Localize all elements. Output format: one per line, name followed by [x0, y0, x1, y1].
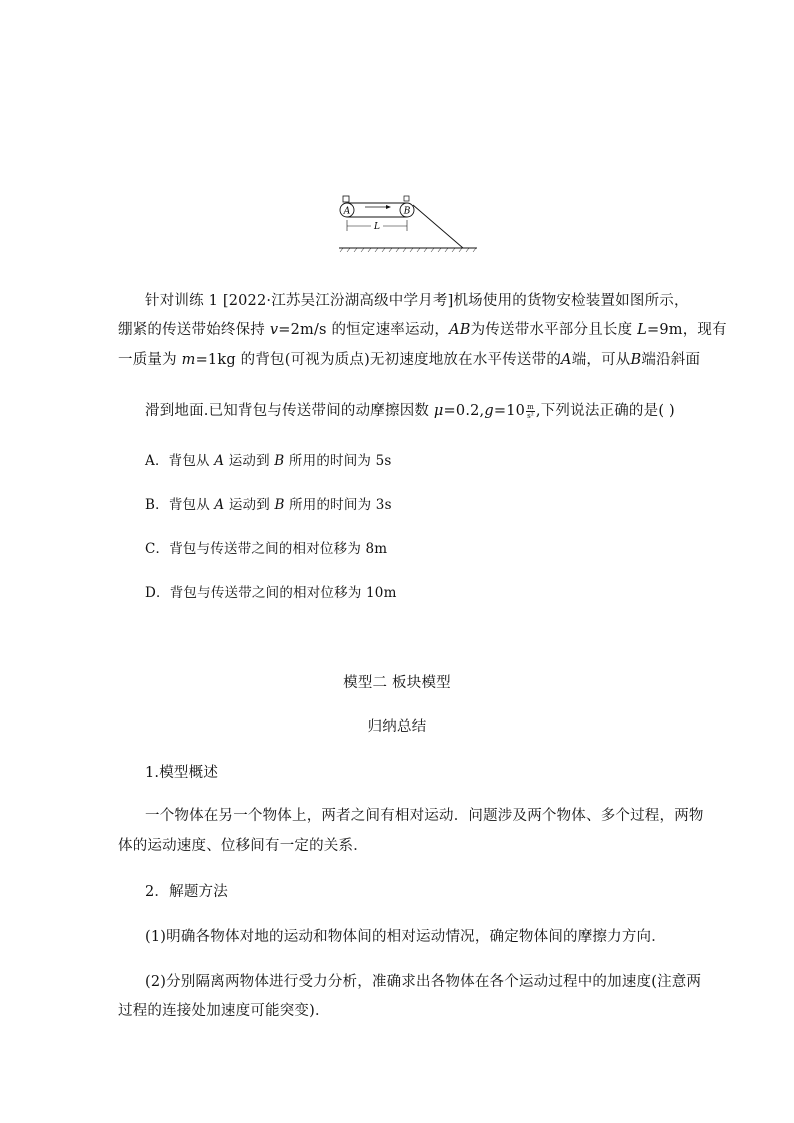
symbol-m: m: [181, 352, 196, 368]
option-text: 运动到: [224, 497, 275, 513]
option-d[interactable]: [145, 582, 705, 604]
symbol-mu: μ: [433, 403, 444, 419]
text-segment: 为传送带水平部分且长度: [470, 322, 638, 338]
paragraph-3-line-1: (2)分别隔离两物体进行受力分析，准确求出各物体在各个运动过程中的加速度(注意两: [145, 974, 702, 990]
conveyor-belt-figure: [335, 193, 485, 253]
symbol-a: A: [214, 497, 225, 513]
option-text: 运动到: [224, 453, 275, 469]
symbol-v: v: [269, 322, 279, 338]
option-text: 所用的时间为 3s: [284, 497, 392, 513]
heading-model-overview: 1.模型概述: [145, 765, 219, 781]
problem-line-4: [145, 400, 705, 422]
text-segment: =0.2,: [443, 403, 485, 419]
option-c[interactable]: [145, 538, 705, 560]
option-b[interactable]: [145, 494, 705, 516]
text-segment: 一质量为: [118, 352, 182, 368]
option-text: D．背包与传送带之间的相对位移为 10m: [145, 585, 397, 601]
paragraph-2: (1)明确各物体对地的运动和物体间的相对运动情况，确定物体间的摩擦力方向．: [145, 929, 666, 945]
text-segment: 端，可从: [571, 352, 631, 368]
ground-hatching: [340, 248, 476, 252]
text-segment: 绷紧的传送带始终保持: [118, 322, 270, 338]
fraction-denominator: s²: [527, 411, 534, 420]
text-segment: ,下列说法正确的是( ): [535, 403, 675, 419]
symbol-b: B: [274, 497, 285, 513]
backpack-box-b: [404, 196, 409, 201]
paragraph-1-line-1: 一个物体在另一个物体上，两者之间有相对运动．问题涉及两个物体、多个过程，两物: [145, 808, 704, 824]
paragraph-1-line-2: 体的运动速度、位移间有一定的关系．: [118, 838, 368, 854]
symbol-a: A: [214, 453, 225, 469]
problem-line-1: [145, 290, 705, 312]
symbol-g: g: [484, 403, 494, 419]
symbol-ab: AB: [449, 322, 471, 338]
backpack-box: [343, 196, 349, 202]
fraction-numerator: m: [527, 402, 534, 411]
text-segment: =2m/s 的恒定速率运动，: [278, 322, 450, 338]
paragraph-3-line-2: 过程的连接处加速度可能突变)．: [118, 1003, 330, 1019]
velocity-arrowhead: [386, 205, 391, 209]
symbol-b: B: [274, 453, 285, 469]
symbol-b: B: [630, 352, 642, 368]
problem-line-3: [118, 349, 701, 371]
problem-head: 针对训练 1 [2022·江苏吴江汾湖高级中学月考]机场使用的货物安检装置如图所示，: [145, 293, 689, 309]
incline: [413, 205, 463, 248]
problem-line-2: [118, 319, 727, 341]
text-segment: =10: [493, 403, 526, 419]
text-segment: =1kg 的背包(可视为质点)无初速度地放在水平传送带的: [195, 352, 562, 368]
section-subtitle: 归纳总结: [367, 719, 427, 735]
section-title: 模型二 板块模型: [343, 675, 451, 691]
symbol-l: L: [637, 322, 647, 338]
option-a[interactable]: [145, 450, 705, 472]
heading-solution-method: 2．解题方法: [145, 884, 228, 900]
option-text: C．背包与传送带之间的相对位移为 8m: [145, 541, 388, 557]
label-l: L: [374, 222, 380, 232]
label-a: A: [343, 206, 351, 217]
option-text: A．背包从: [145, 453, 215, 469]
label-b: B: [403, 206, 411, 217]
text-segment: 端沿斜面: [641, 352, 701, 368]
symbol-a: A: [561, 352, 572, 368]
text-segment: =9m，现有: [646, 322, 727, 338]
text-segment: 滑到地面.已知背包与传送带间的动摩擦因数: [145, 403, 434, 419]
option-text: B．背包从: [145, 497, 215, 513]
option-text: 所用的时间为 5s: [284, 453, 392, 469]
unit-fraction: [526, 403, 535, 420]
